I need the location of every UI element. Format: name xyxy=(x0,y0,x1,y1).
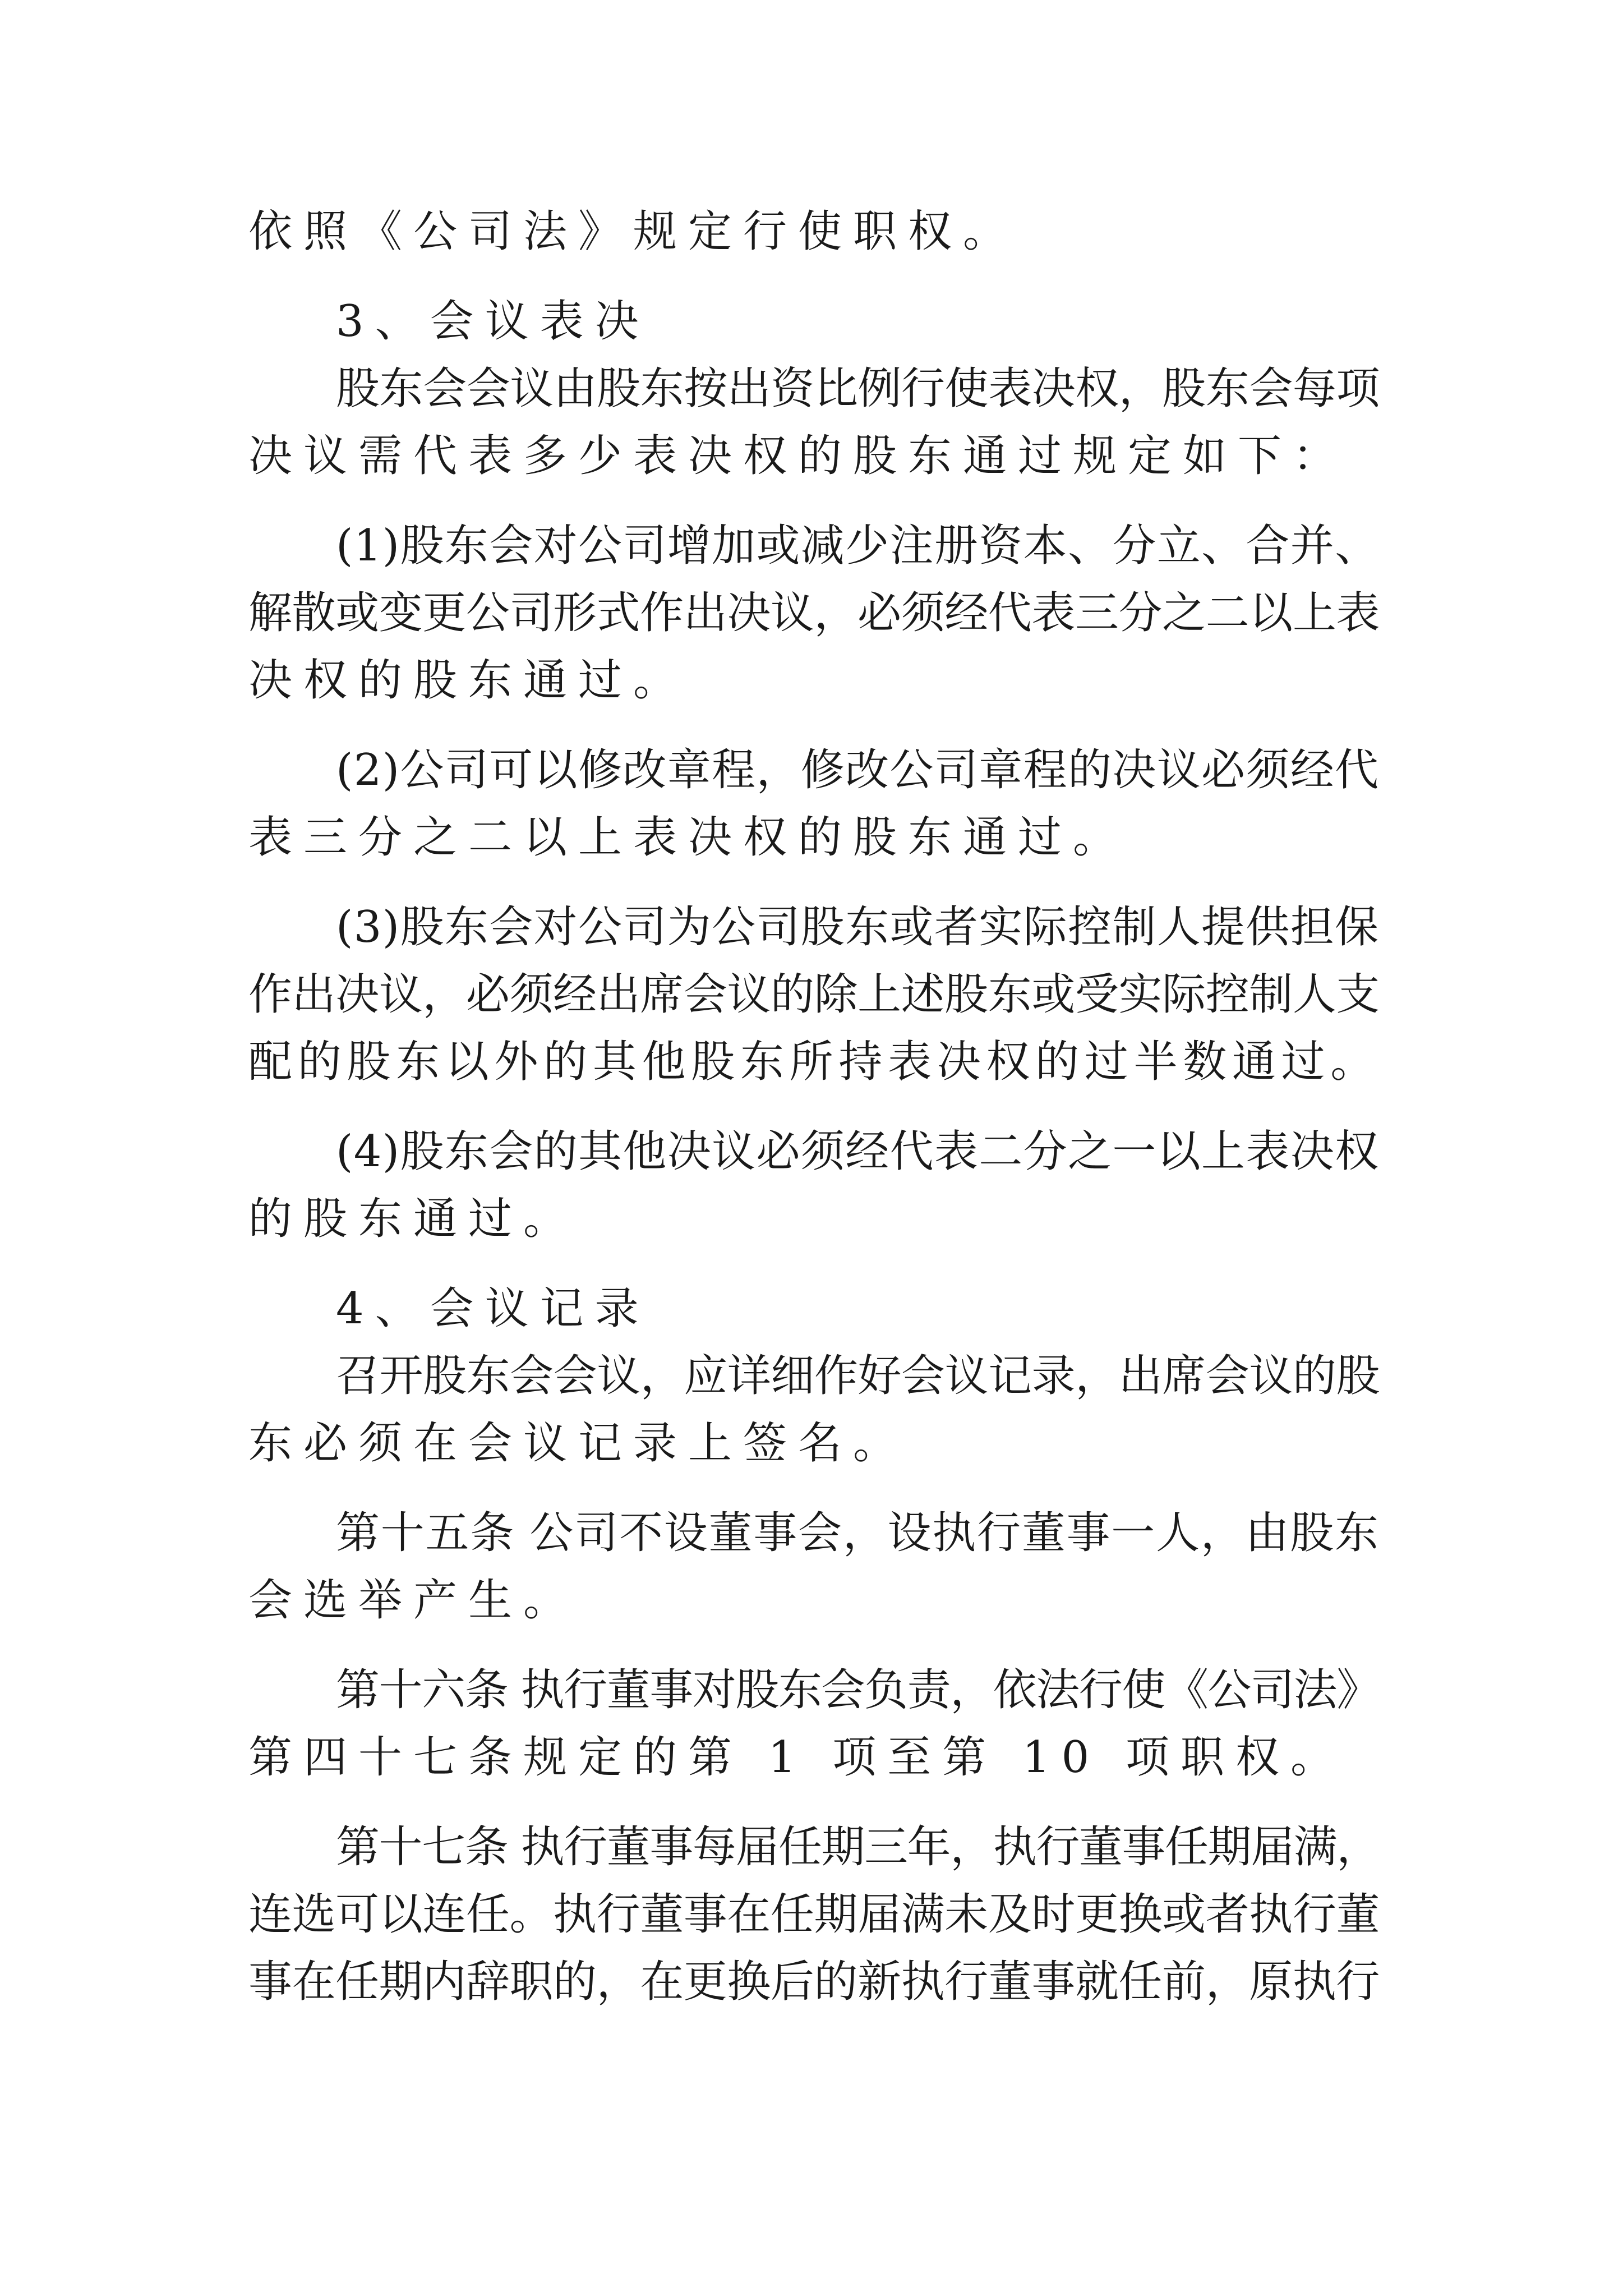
text-line: (4)股东会的其他决议必须经代表二分之一以上表决权 xyxy=(336,1126,1380,1177)
text-line: 决议需代表多少表决权的股东通过规定如下： xyxy=(248,431,1348,481)
text-line: 第十七条 执行董事每届任期三年，执行董事任期届满， xyxy=(336,1822,1380,1872)
text-line: 连选可以连任。执行董事在任期届满未及时更换或者执行董 xyxy=(248,1889,1380,1940)
text-line: 决权的股东通过。 xyxy=(248,655,689,706)
text-line: 依照《公司法》规定行使职权。 xyxy=(248,206,1018,257)
text-line: 配的股东以外的其他股东所持表决权的过半数通过。 xyxy=(248,1037,1380,1087)
text-line: 第十六条 执行董事对股东会负责，依法行使《公司法》 xyxy=(336,1665,1380,1715)
section-heading: 4、会议记录 xyxy=(336,1283,650,1334)
text-line: 东必须在会议记录上签名。 xyxy=(248,1418,909,1469)
text-line: (2)公司可以修改章程，修改公司章程的决议必须经代 xyxy=(336,745,1380,795)
text-line: 解散或变更公司形式作出决议，必须经代表三分之二以上表 xyxy=(248,588,1380,638)
text-line: 第十五条 公司不设董事会，设执行董事一人，由股东 xyxy=(336,1508,1380,1558)
text-line: 第四十七条规定的第 1 项至第 10 项职权。 xyxy=(248,1732,1346,1783)
text-line: 召开股东会会议，应详细作好会议记录，出席会议的股 xyxy=(336,1351,1380,1401)
text-line: (1)股东会对公司增加或减少注册资本、分立、合并、 xyxy=(336,521,1380,571)
text-line: 表三分之二以上表决权的股东通过。 xyxy=(248,812,1128,863)
text-line: 的股东通过。 xyxy=(248,1194,579,1244)
text-line: 事在任期内辞职的，在更换后的新执行董事就任前，原执行 xyxy=(248,1957,1380,2007)
section-heading: 3、会议表决 xyxy=(336,296,650,347)
text-line: (3)股东会对公司为公司股东或者实际控制人提供担保 xyxy=(336,902,1380,953)
text-line: 会选举产生。 xyxy=(248,1575,579,1626)
text-line: 股东会会议由股东按出资比例行使表决权，股东会每项 xyxy=(336,364,1380,414)
text-line: 作出决议，必须经出席会议的除上述股东或受实际控制人支 xyxy=(248,969,1380,1020)
